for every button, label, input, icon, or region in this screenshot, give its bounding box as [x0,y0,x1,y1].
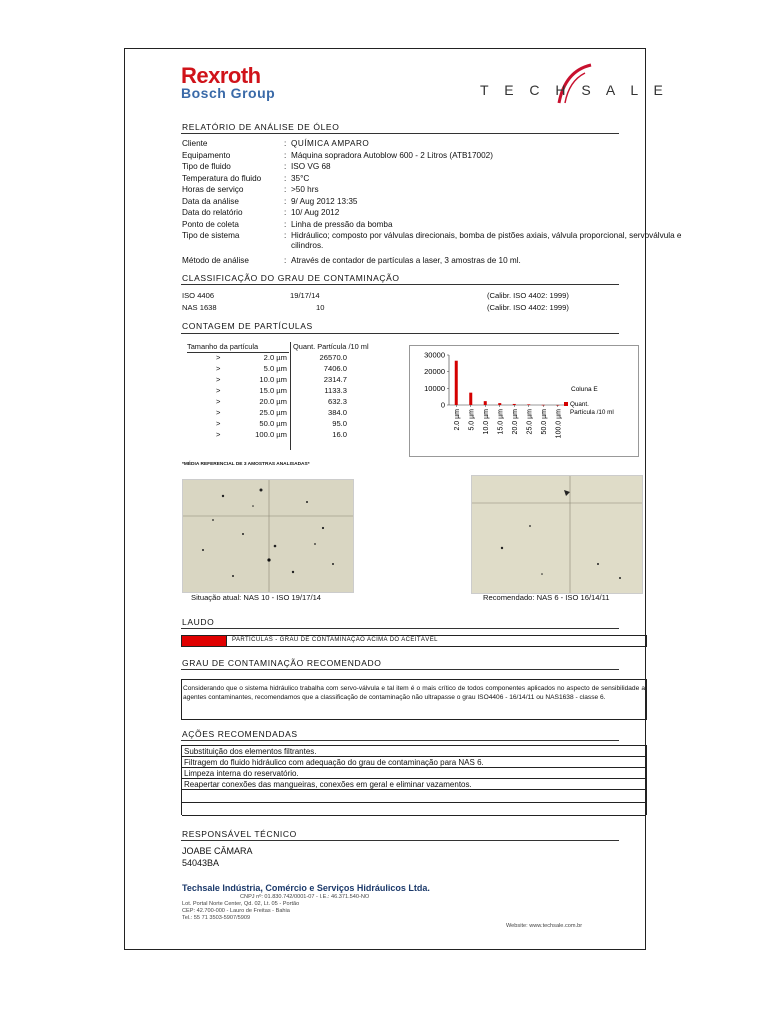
classification-title: CLASSIFICAÇÃO DO GRAU DE CONTAMINAÇÃO [182,273,400,283]
chart-legend-label: Quant. [570,401,589,408]
table-row-qty: 16.0 [332,430,347,439]
recommended-rule [181,669,619,670]
colon: : [284,219,287,229]
table-row-size: 10.0 µm [259,375,287,384]
field-label-metodo: Método de análise [182,256,249,265]
footer-website: Website: www.techsale.com.br [506,923,583,929]
colon: : [284,208,287,217]
chart-y-tick-label: 30000 [424,350,445,360]
table-row-qty: 2314.7 [323,375,347,384]
field-value-cliente: QUÍMICA AMPARO [291,139,370,148]
responsible-rule [181,840,619,841]
chart-x-tick-label: 2.0 µm [453,409,461,431]
chart-bar [513,404,516,405]
chart-bar [527,404,530,405]
laudo-divider [226,636,227,646]
colon: : [284,173,287,183]
action-item: Substituição dos elementos filtrantes. [182,746,646,757]
chart-legend-swatch [564,402,568,406]
table-row-qty: 95.0 [332,419,347,428]
laudo-text: PARTÍCULAS - GRAU DE CONTAMINAÇÃO ACIMA DO ACEITÁVEL [232,637,438,643]
chart-x-tick-label: 10.0 µm [482,409,490,435]
field-value-data-relatorio: 10/ Aug 2012 [291,208,340,217]
field-value-metodo: Através de contador de partículas a laser, 3 amostras de 10 ml. [291,256,521,265]
field-label-cliente: Cliente [182,139,208,148]
chart-x-tick-label: 20.0 µm [511,409,519,435]
field-label-tipo-sistema: Tipo de sistema [182,231,240,240]
field-value-horas: >50 hrs [291,185,319,194]
footer-company: Techsale Indústria, Comércio e Serviços Hidráulicos Ltda. [182,883,430,893]
table-row-size: 100.0 µm [255,430,287,439]
col-header-size: Tamanho da partícula [187,342,259,351]
laudo-red-indicator [182,636,226,646]
laudo-box [181,635,647,647]
title-rule [181,133,619,134]
microscope-particles-recommended [472,476,642,593]
footer-address-line-1: Lot. Portal Norte Center, Qd. 02, Lt. 05 - Portão [182,901,300,907]
chart-x-tick-label: 15.0 µm [497,409,505,435]
col-header-qty: Quant. Partícula /10 ml [293,342,369,351]
table-row-op: > [216,375,221,384]
report-title: RELATÓRIO DE ANÁLISE DE ÓLEO [182,122,340,132]
bosch-group-logo: Bosch Group [181,85,276,101]
colon: : [284,162,287,171]
field-label-ponto-coleta: Ponto de coleta [182,219,239,229]
action-item-empty [182,790,646,803]
field-value-fluido: ISO VG 68 [291,162,331,171]
laudo-title: LAUDO [182,617,215,627]
field-label-data-relatorio: Data do relatório [182,208,243,217]
particle-table [183,340,403,450]
iso-value: 19/17/14 [290,291,320,300]
action-item: Limpeza interna do reservatório. [182,768,646,779]
field-value-data-analise: 9/ Aug 2012 13:35 [291,196,358,206]
actions-rule [181,740,619,741]
classification-rule [181,284,619,285]
action-item: Reapertar conexões das mangueiras, conexões em geral e eliminar vazamentos. [182,779,646,790]
chart-x-tick-label: 50.0 µm [540,409,548,435]
chart-y-tick-label: 10000 [424,383,445,393]
chart-legend-title: Coluna E [571,386,598,393]
table-row-qty: 1133.3 [324,386,347,395]
chart-bar [484,401,487,405]
chart-x-tick-label: 5.0 µm [468,409,476,431]
caption-recommended: Recomendado: NAS 6 - ISO 16/14/11 [483,593,610,602]
table-row-size: 20.0 µm [259,397,287,406]
table-row-op: > [216,430,221,439]
table-row-op: > [216,408,221,417]
colon: : [284,150,287,160]
nas-calibration: (Calibr. ISO 4402: 1999) [487,303,569,312]
responsible-name: JOABE CÂMARA [182,846,253,856]
footer-cnpj: CNPJ nº: 01.830.742/0001-07 - I.E.: 46.371.540-NO [240,894,370,900]
field-label-equipamento: Equipamento [182,150,231,160]
responsible-id: 54043BA [182,858,220,868]
particle-chart [409,345,639,457]
recommended-text: Considerando que o sistema hidráulico trabalha com servo-válvula e tal item é o mais crítico de todos componentes aplicados no aspecto de sensibilidade a agentes contaminantes, recomendamos que a classificação de contaminação não ultrapasse o grau ISO4406 - 16/14/11 ou NAS1638 - classe 6. [183,685,645,701]
table-row-op: > [216,419,221,428]
footer-phone: Tel.: 55 71 3503-5907/5909 [182,915,251,921]
field-value-tipo-sistema: Hidráulico; composto por válvulas direcionais, bomba de pistões axiais, válvula proporcional, servoválvula e cilindros. [291,231,682,250]
counting-rule [181,333,619,334]
table-row-op: > [216,386,221,395]
actions-list [181,745,647,815]
chart-y-tick-label: 20000 [424,367,445,377]
caption-current: Situação atual: NAS 10 - ISO 19/17/14 [191,593,322,602]
microscope-photo-current [182,479,354,593]
table-row-op: > [216,397,221,406]
recommended-title: GRAU DE CONTAMINAÇÃO RECOMENDADO [182,658,382,668]
table-row-size: 2.0 µm [263,353,287,362]
footer-address-line-2: CEP: 42.700-000 - Lauro de Freitas - Bahia [182,908,290,914]
field-value-ponto-coleta: Linha de pressão da bomba [291,219,393,229]
colon: : [284,256,287,265]
chart-legend-label: Partícula /10 ml [570,409,614,416]
recommended-box [181,679,647,720]
colon: : [284,185,287,194]
field-label-temperatura: Temperatura do fluido [182,173,262,183]
chart-y-tick-label: 0 [440,400,445,410]
table-row-qty: 384.0 [327,408,347,417]
sample-note: *MÉDIA REFERENCIAL DE 3 AMOSTRAS ANALISADAS* [182,462,310,467]
microscope-particles-current [183,480,353,592]
table-row-op: > [216,364,221,373]
responsible-title: RESPONSÁVEL TÉCNICO [182,829,297,839]
nas-value: 10 [316,303,325,312]
field-label-fluido: Tipo de fluido [182,162,231,171]
table-row-qty: 26570.0 [319,353,347,362]
table-row-qty: 632.3 [327,397,347,406]
field-label-data-analise: Data da análise [182,196,239,206]
rexroth-logo: Rexroth [181,63,261,88]
iso-calibration: (Calibr. ISO 4402: 1999) [487,291,569,300]
report-page [124,48,682,950]
chart-bar [469,393,472,405]
nas-label: NAS 1638 [182,303,217,312]
laudo-rule [181,628,619,629]
table-row-size: 25.0 µm [259,408,287,417]
table-row-size: 15.0 µm [259,386,287,395]
actions-title: AÇÕES RECOMENDADAS [182,729,298,739]
field-value-temperatura: 35°C [291,173,310,183]
chart-bar [498,403,501,405]
action-item-empty [182,803,646,816]
table-column-divider [290,342,291,450]
colon: : [284,196,287,206]
chart-bar [455,361,458,405]
table-row-qty: 7406.0 [323,364,347,373]
field-value-equipamento: Máquina sopradora Autoblow 600 - 2 Litros (ATB17002) [291,150,493,160]
colon: : [284,139,287,148]
iso-label: ISO 4406 [182,291,215,300]
chart-x-tick-label: 25.0 µm [526,409,534,435]
counting-title: CONTAGEM DE PARTÍCULAS [182,321,313,331]
techsale-logo: T E C H S A L E [480,82,669,98]
action-item: Filtragem do fluido hidráulico com adequação do grau de contaminação para NAS 6. [182,757,646,768]
table-row-size: 50.0 µm [259,419,287,428]
table-row-size: 5.0 µm [263,364,287,373]
colon: : [284,231,287,240]
chart-x-tick-label: 100.0 µm [555,409,563,439]
field-label-horas: Horas de serviço [182,185,244,194]
microscope-photo-recommended [471,475,643,594]
table-row-op: > [216,353,221,362]
